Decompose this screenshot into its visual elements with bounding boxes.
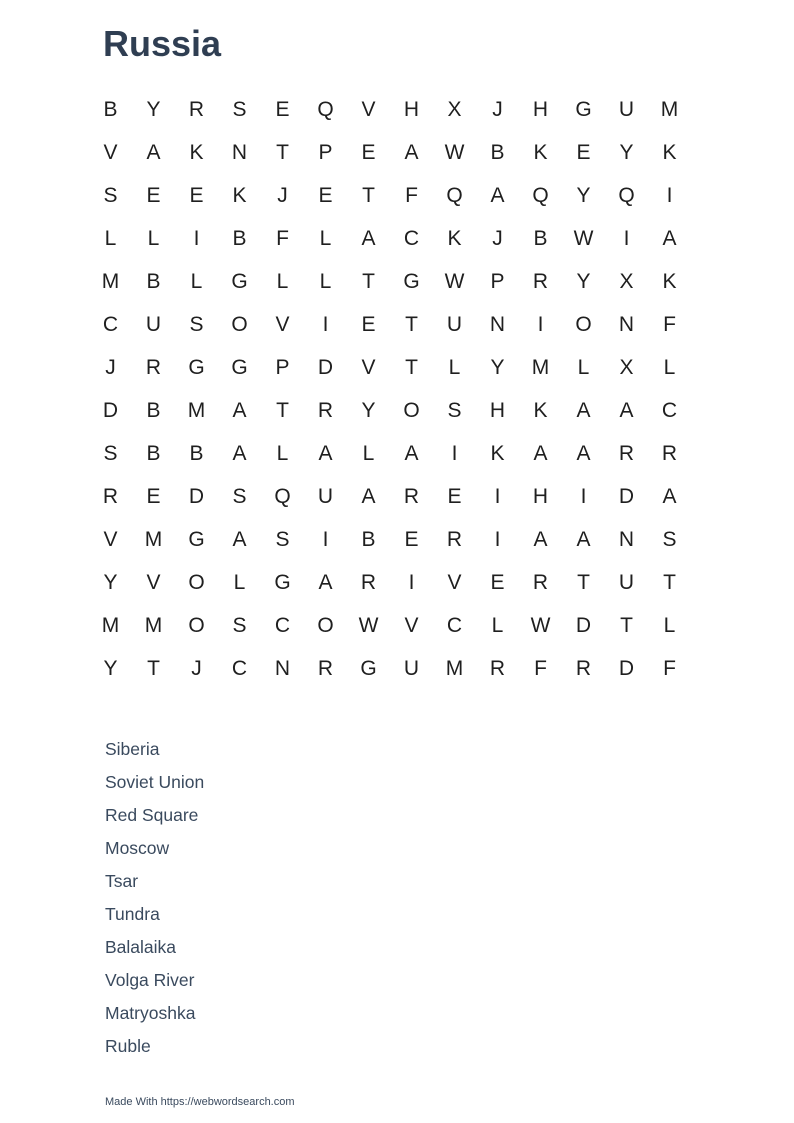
grid-letter[interactable]: I (623, 227, 630, 250)
grid-letter[interactable]: T (276, 399, 289, 422)
grid-letter[interactable]: K (662, 141, 677, 164)
grid-letter[interactable]: L (319, 270, 332, 293)
grid-row (89, 647, 691, 690)
word-list-item: Matryoshka (105, 1003, 196, 1023)
grid-letter[interactable]: I (322, 528, 329, 551)
grid-letter[interactable]: F (663, 313, 676, 336)
grid-letter[interactable]: C (403, 227, 420, 250)
grid-letter[interactable]: L (276, 442, 289, 465)
grid-letter[interactable]: H (532, 98, 549, 121)
grid-row (89, 475, 691, 518)
grid-letter[interactable]: U (618, 98, 635, 121)
grid-letter[interactable]: A (318, 571, 333, 594)
grid-letter[interactable]: S (103, 184, 118, 207)
grid-letter[interactable]: B (490, 141, 505, 164)
grid-letter[interactable]: V (275, 313, 290, 336)
grid-letter[interactable]: C (274, 614, 291, 637)
grid-letter[interactable]: A (533, 442, 548, 465)
grid-letter[interactable]: I (408, 571, 415, 594)
grid-letter[interactable]: G (575, 98, 592, 121)
grid-letter[interactable]: B (361, 528, 376, 551)
letter-grid (89, 88, 691, 690)
grid-letter[interactable]: L (362, 442, 375, 465)
word-list-item: Red Square (105, 805, 199, 825)
grid-letter[interactable]: X (447, 98, 462, 121)
grid-letter[interactable]: R (575, 657, 592, 680)
grid-letter[interactable]: T (620, 614, 633, 637)
grid-letter[interactable]: M (445, 657, 464, 680)
grid-row (89, 217, 691, 260)
grid-letter[interactable]: S (232, 614, 247, 637)
footer-credit: Made With https://webwordsearch.com (105, 1096, 295, 1108)
grid-letter[interactable]: C (231, 657, 248, 680)
word-list-item: Balalaika (105, 937, 177, 957)
grid-letter[interactable]: U (317, 485, 334, 508)
grid-letter[interactable]: Q (446, 184, 463, 207)
word-list-item: Tsar (105, 871, 139, 891)
grid-letter[interactable]: R (489, 657, 506, 680)
grid-letter[interactable]: R (403, 485, 420, 508)
grid-letter[interactable]: L (104, 227, 117, 250)
grid-letter[interactable]: E (447, 485, 462, 508)
grid-letter[interactable]: A (361, 485, 376, 508)
grid-letter[interactable]: K (232, 184, 247, 207)
grid-letter[interactable]: G (274, 571, 291, 594)
grid-letter[interactable]: A (490, 184, 505, 207)
grid-letter[interactable]: L (448, 356, 461, 379)
grid-letter[interactable]: N (618, 313, 635, 336)
grid-letter[interactable]: J (277, 184, 288, 207)
grid-letter[interactable]: H (489, 399, 506, 422)
grid-letter[interactable]: S (103, 442, 118, 465)
grid-letter[interactable]: F (405, 184, 418, 207)
grid-letter[interactable]: T (577, 571, 590, 594)
grid-letter[interactable]: Y (361, 399, 376, 422)
grid-letter[interactable]: O (231, 313, 248, 336)
grid-letter[interactable]: T (663, 571, 676, 594)
grid-letter[interactable]: X (619, 270, 634, 293)
grid-letter[interactable]: K (189, 141, 204, 164)
grid-letter[interactable]: K (662, 270, 677, 293)
grid-letter[interactable]: C (102, 313, 119, 336)
grid-row (89, 561, 691, 604)
grid-letter[interactable]: O (403, 399, 420, 422)
grid-letter[interactable]: E (275, 98, 290, 121)
grid-letter[interactable]: M (660, 98, 679, 121)
word-list-item: Ruble (105, 1036, 151, 1056)
grid-letter[interactable]: F (276, 227, 289, 250)
grid-letter[interactable]: I (494, 528, 501, 551)
grid-letter[interactable]: P (275, 356, 290, 379)
grid-letter[interactable]: A (404, 442, 419, 465)
grid-letter[interactable]: A (404, 141, 419, 164)
grid-letter[interactable]: R (360, 571, 377, 594)
grid-letter[interactable]: L (147, 227, 160, 250)
word-list-item: Siberia (105, 739, 160, 759)
grid-letter[interactable]: K (533, 399, 548, 422)
grid-letter[interactable]: A (662, 485, 677, 508)
grid-letter[interactable]: A (576, 442, 591, 465)
grid-letter[interactable]: L (319, 227, 332, 250)
grid-letter[interactable]: B (189, 442, 204, 465)
grid-letter[interactable]: O (317, 614, 334, 637)
grid-letter[interactable]: D (618, 485, 635, 508)
grid-letter[interactable]: R (661, 442, 678, 465)
grid-letter[interactable]: F (534, 657, 547, 680)
grid-letter[interactable]: T (405, 356, 418, 379)
grid-letter[interactable]: E (146, 184, 161, 207)
grid-letter[interactable]: T (362, 184, 375, 207)
grid-letter[interactable]: Q (618, 184, 635, 207)
grid-letter[interactable]: N (618, 528, 635, 551)
grid-letter[interactable]: I (537, 313, 544, 336)
grid-row (89, 303, 691, 346)
grid-letter[interactable]: U (403, 657, 420, 680)
grid-letter[interactable]: Y (103, 657, 118, 680)
grid-row (89, 346, 691, 389)
grid-letter[interactable]: Y (490, 356, 505, 379)
grid-letter[interactable]: J (191, 657, 202, 680)
grid-row (89, 604, 691, 647)
grid-letter[interactable]: M (101, 270, 120, 293)
grid-letter[interactable]: U (446, 313, 463, 336)
grid-letter[interactable]: M (101, 614, 120, 637)
grid-letter[interactable]: T (405, 313, 418, 336)
grid-letter[interactable]: I (580, 485, 587, 508)
grid-letter[interactable]: X (619, 356, 634, 379)
grid-letter[interactable]: R (188, 98, 205, 121)
grid-letter[interactable]: W (573, 227, 594, 250)
word-list-item: Soviet Union (105, 772, 205, 792)
grid-letter[interactable]: D (102, 399, 119, 422)
grid-letter[interactable]: C (446, 614, 463, 637)
grid-letter[interactable]: R (532, 270, 549, 293)
grid-letter[interactable]: N (231, 141, 248, 164)
grid-letter[interactable]: N (489, 313, 506, 336)
grid-letter[interactable]: E (576, 141, 591, 164)
grid-row (89, 518, 691, 561)
grid-letter[interactable]: V (404, 614, 419, 637)
grid-letter[interactable]: R (317, 399, 334, 422)
grid-letter[interactable]: B (146, 270, 161, 293)
grid-letter[interactable]: I (451, 442, 458, 465)
grid-letter[interactable]: E (404, 528, 419, 551)
grid-letter[interactable]: A (232, 442, 247, 465)
grid-letter[interactable]: B (146, 399, 161, 422)
grid-letter[interactable]: J (492, 98, 503, 121)
grid-letter[interactable]: P (490, 270, 505, 293)
grid-letter[interactable]: R (102, 485, 119, 508)
grid-letter[interactable]: R (532, 571, 549, 594)
grid-letter[interactable]: K (533, 141, 548, 164)
grid-letter[interactable]: B (232, 227, 247, 250)
grid-letter[interactable]: V (146, 571, 161, 594)
grid-letter[interactable]: E (490, 571, 505, 594)
word-list-item: Moscow (105, 838, 170, 858)
word-list-item: Volga River (105, 970, 195, 990)
grid-letter[interactable]: U (618, 571, 635, 594)
grid-letter[interactable]: T (147, 657, 160, 680)
grid-letter[interactable]: D (317, 356, 334, 379)
grid-row (89, 389, 691, 432)
grid-letter[interactable]: A (533, 528, 548, 551)
grid-letter[interactable]: A (619, 399, 634, 422)
grid-letter[interactable]: L (663, 614, 676, 637)
grid-row (89, 88, 691, 131)
grid-letter[interactable]: S (447, 399, 462, 422)
grid-letter[interactable]: D (188, 485, 205, 508)
grid-letter[interactable]: G (360, 657, 377, 680)
grid-letter[interactable]: L (491, 614, 504, 637)
grid-letter[interactable]: V (361, 98, 376, 121)
grid-letter[interactable]: M (144, 614, 163, 637)
grid-letter[interactable]: A (662, 227, 677, 250)
grid-letter[interactable]: A (576, 528, 591, 551)
grid-letter[interactable]: Y (103, 571, 118, 594)
page-title: Russia (103, 23, 222, 64)
grid-letter[interactable]: T (362, 270, 375, 293)
grid-letter[interactable]: I (666, 184, 673, 207)
grid-letter[interactable]: R (145, 356, 162, 379)
grid-letter[interactable]: R (317, 657, 334, 680)
grid-letter[interactable]: E (146, 485, 161, 508)
grid-row (89, 260, 691, 303)
grid-row (89, 174, 691, 217)
grid-letter[interactable]: L (233, 571, 246, 594)
grid-row (89, 131, 691, 174)
grid-letter[interactable]: J (105, 356, 116, 379)
grid-letter[interactable]: W (530, 614, 551, 637)
grid-letter[interactable]: A (146, 141, 161, 164)
grid-letter[interactable]: E (318, 184, 333, 207)
grid-letter[interactable]: G (188, 356, 205, 379)
grid-letter[interactable]: A (361, 227, 376, 250)
grid-letter[interactable]: V (447, 571, 462, 594)
grid-letter[interactable]: M (144, 528, 163, 551)
grid-letter[interactable]: S (275, 528, 290, 551)
grid-letter[interactable]: T (276, 141, 289, 164)
grid-row (89, 432, 691, 475)
grid-letter[interactable]: O (188, 571, 205, 594)
grid-letter[interactable]: L (276, 270, 289, 293)
grid-letter[interactable]: A (318, 442, 333, 465)
grid-letter[interactable]: E (361, 141, 376, 164)
grid-letter[interactable]: B (533, 227, 548, 250)
grid-letter[interactable]: W (444, 270, 465, 293)
grid-letter[interactable]: P (318, 141, 333, 164)
grid-letter[interactable]: R (446, 528, 463, 551)
grid-letter[interactable]: R (618, 442, 635, 465)
grid-letter[interactable]: Y (619, 141, 634, 164)
grid-letter[interactable]: E (189, 184, 204, 207)
grid-letter[interactable]: Q (532, 184, 549, 207)
grid-letter[interactable]: V (361, 356, 376, 379)
grid-letter[interactable]: M (531, 356, 550, 379)
grid-letter[interactable]: K (490, 442, 505, 465)
grid-letter[interactable]: B (103, 98, 118, 121)
grid-letter[interactable]: I (494, 485, 501, 508)
grid-letter[interactable]: A (232, 528, 247, 551)
grid-letter[interactable]: F (663, 657, 676, 680)
grid-letter[interactable]: B (146, 442, 161, 465)
grid-letter[interactable]: U (145, 313, 162, 336)
grid-letter[interactable]: I (193, 227, 200, 250)
grid-letter[interactable]: C (661, 399, 678, 422)
grid-letter[interactable]: G (231, 270, 248, 293)
grid-letter[interactable]: H (532, 485, 549, 508)
grid-letter[interactable]: H (403, 98, 420, 121)
grid-letter[interactable]: M (187, 399, 206, 422)
grid-letter[interactable]: L (577, 356, 590, 379)
grid-letter[interactable]: W (358, 614, 379, 637)
grid-letter[interactable]: L (663, 356, 676, 379)
grid-letter[interactable]: G (231, 356, 248, 379)
grid-letter[interactable]: K (447, 227, 462, 250)
grid-letter[interactable]: O (188, 614, 205, 637)
grid-letter[interactable]: S (662, 528, 677, 551)
grid-letter[interactable]: O (575, 313, 592, 336)
grid-letter[interactable]: G (403, 270, 420, 293)
grid-letter[interactable]: S (232, 485, 247, 508)
grid-letter[interactable]: L (190, 270, 203, 293)
grid-letter[interactable]: V (103, 528, 118, 551)
grid-letter[interactable]: N (274, 657, 291, 680)
grid-letter[interactable]: J (492, 227, 503, 250)
word-list-item: Tundra (105, 904, 160, 924)
grid-letter[interactable]: Y (576, 270, 591, 293)
grid-letter[interactable]: A (232, 399, 247, 422)
grid-letter[interactable]: V (103, 141, 118, 164)
grid-letter[interactable]: Y (576, 184, 591, 207)
grid-letter[interactable]: Q (317, 98, 334, 121)
grid-letter[interactable]: A (576, 399, 591, 422)
grid-letter[interactable]: S (232, 98, 247, 121)
grid-letter[interactable]: S (189, 313, 204, 336)
grid-letter[interactable]: Y (146, 98, 161, 121)
grid-letter[interactable]: G (188, 528, 205, 551)
grid-letter[interactable]: D (618, 657, 635, 680)
grid-letter[interactable]: D (575, 614, 592, 637)
grid-letter[interactable]: W (444, 141, 465, 164)
grid-letter[interactable]: Q (274, 485, 291, 508)
word-list (105, 736, 204, 1066)
grid-letter[interactable]: I (322, 313, 329, 336)
grid-letter[interactable]: E (361, 313, 376, 336)
